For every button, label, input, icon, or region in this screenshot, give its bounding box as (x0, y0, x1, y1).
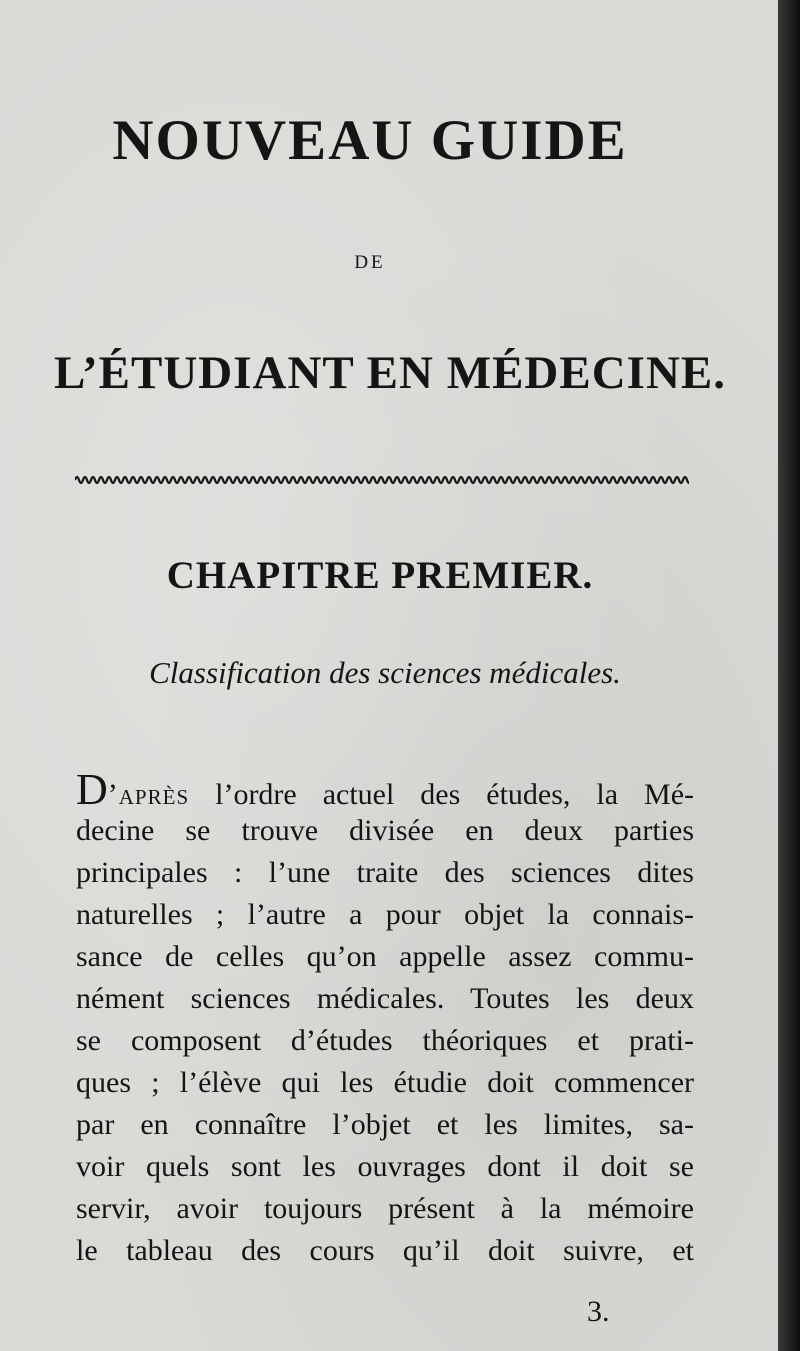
drop-cap: D (76, 770, 108, 814)
title-line-2: L’ÉTUDIANT EN MÉDECINE. (53, 347, 726, 399)
body-line: se composent d’études théoriques et prati- (76, 1024, 694, 1057)
body-line: sance de celles qu’on appelle assez commu- (76, 940, 694, 973)
body-line: servir, avoir toujours présent à la mémoire (76, 1192, 694, 1225)
first-word: ’après (107, 778, 190, 811)
page-number: 3. (587, 1295, 610, 1328)
body-line: voir quels sont les ouvrages dont il doit se (76, 1150, 694, 1183)
body-line: ques ; l’élève qui les étudie doit commencer (76, 1066, 694, 1099)
chapter-subtitle: Classification des sciences médicales. (149, 655, 621, 690)
title-connector: DE (354, 252, 386, 273)
body-line: le tableau des cours qu’il doit suivre, et (76, 1234, 694, 1267)
line-text: l’ordre actuel des études, la Mé- (189, 778, 694, 811)
ornamental-wavy-rule (75, 474, 689, 486)
title-line-1: NOUVEAU GUIDE (112, 109, 628, 172)
body-line: par en connaître l’objet et les limites, sa- (76, 1108, 694, 1141)
book-gutter-edge (778, 0, 800, 1351)
body-line: naturelles ; l’autre a pour objet la connais- (76, 898, 694, 931)
body-line: decine se trouve divisée en deux parties (76, 814, 694, 847)
body-line: principales : l’une traite des sciences dites (76, 856, 694, 889)
chapter-heading: CHAPITRE PREMIER. (166, 554, 594, 597)
body-line: nément sciences médicales. Toutes les deux (76, 982, 694, 1015)
